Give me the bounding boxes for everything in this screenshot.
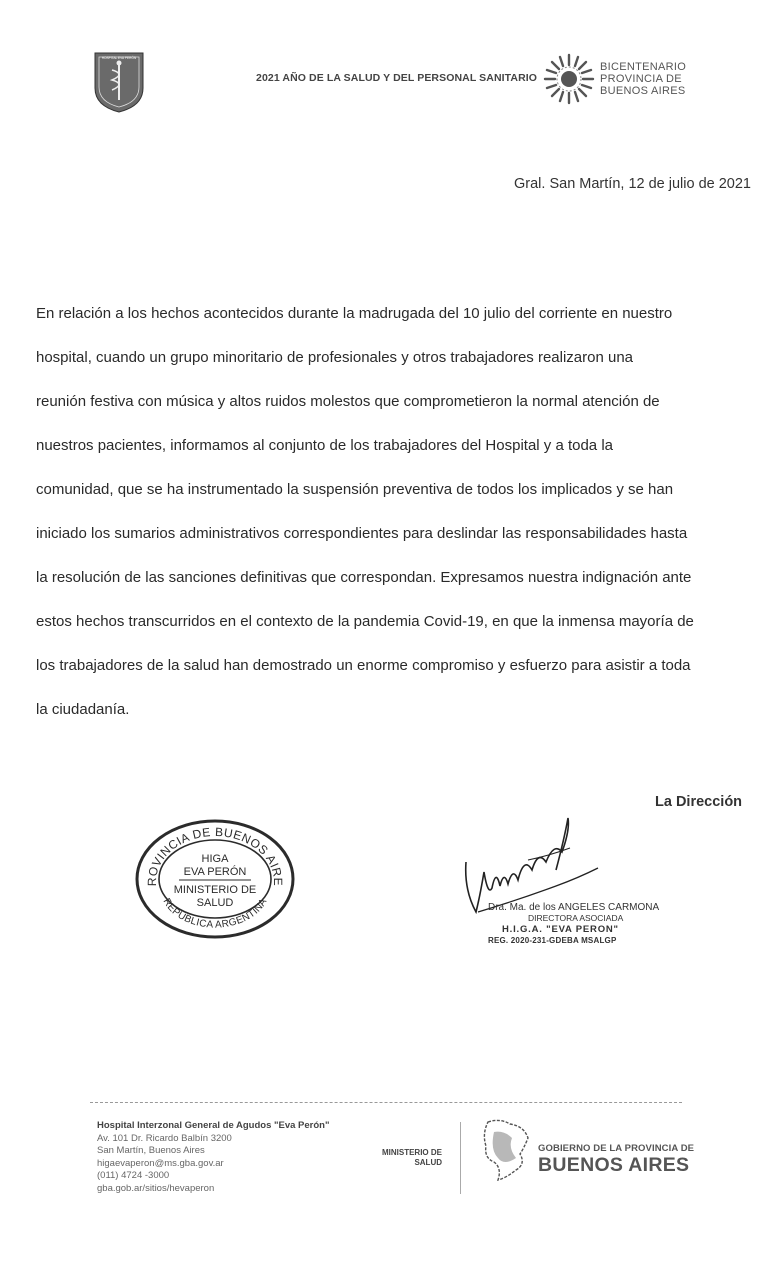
footer-ministerio-line: SALUD bbox=[414, 1158, 442, 1167]
letter-date: Gral. San Martín, 12 de julio de 2021 bbox=[514, 176, 751, 192]
signature-name: Dra. Ma. de los ANGELES CARMONA bbox=[488, 902, 660, 913]
footer-hospital-info bbox=[97, 1120, 329, 1195]
header-motto: 2021 AÑO DE LA SALUD Y DEL PERSONAL SANITARIO bbox=[256, 72, 538, 84]
body-line: nuestros pacientes, informamos al conjunto de los trabajadores del Hospital y a toda la bbox=[36, 437, 613, 454]
seal-center-line: EVA PERÓN bbox=[183, 866, 247, 878]
signature-hospital: H.I.G.A. "EVA PERON" bbox=[502, 924, 619, 935]
footer-ministerio bbox=[370, 1148, 442, 1168]
seal-ring-bottom: REPUBLICA ARGENTINA bbox=[160, 896, 270, 931]
bicentenario-line: BUENOS AIRES bbox=[600, 85, 686, 97]
seal-center-line: MINISTERIO DE bbox=[173, 884, 257, 896]
footer-divider bbox=[460, 1122, 461, 1194]
letter-body bbox=[36, 300, 758, 740]
footer-address-line: San Martín, Buenos Aires bbox=[97, 1145, 205, 1156]
signature-stamp bbox=[488, 902, 659, 946]
footer-website: gba.gob.ar/sitios/hevaperon bbox=[97, 1182, 215, 1194]
footer-hospital-name: Hospital Interzonal General de Agudos "Eva Perón" bbox=[97, 1120, 330, 1131]
bicentenario-text bbox=[600, 61, 686, 97]
seal-center-line: HIGA bbox=[201, 853, 229, 865]
buenos-aires-wordmark: BUENOS AIRES bbox=[538, 1154, 690, 1176]
body-line: los trabajadores de la salud han demostrado un enorme compromiso y esfuerzo para asistir a toda bbox=[36, 657, 691, 674]
bicentenario-line: PROVINCIA DE bbox=[600, 73, 682, 85]
province-map-icon bbox=[480, 1118, 532, 1184]
body-line: comunidad, que se ha instrumentado la suspensión preventiva de todos los implicados y se han bbox=[36, 481, 674, 498]
hospital-logo-text: HOSPITAL EVA PERÓN bbox=[101, 56, 137, 60]
seal-ring-top: ROVINCIA DE BUENOS AIRE bbox=[144, 824, 286, 887]
footer-ministerio-line: MINISTERIO DE bbox=[381, 1148, 442, 1157]
body-line: En relación a los hechos acontecidos durante la madrugada del 10 julio del corriente en nuestro bbox=[36, 305, 673, 322]
official-seal-stamp bbox=[134, 818, 296, 940]
hospital-crest-logo bbox=[92, 50, 146, 114]
footer-phone: (011) 4724 -3000 bbox=[97, 1170, 170, 1181]
footer-rule bbox=[90, 1102, 682, 1103]
footer-email: higaevaperon@ms.gba.gov.ar bbox=[97, 1157, 224, 1169]
bicentenario-sun-logo bbox=[542, 52, 596, 106]
seal-center-line: SALUD bbox=[196, 897, 234, 909]
gobierno-provincia-label: GOBIERNO DE LA PROVINCIA DE bbox=[538, 1143, 695, 1154]
signature-role: DIRECTORA ASOCIADA bbox=[528, 913, 624, 923]
bicentenario-line: BICENTENARIO bbox=[600, 61, 687, 73]
body-line: iniciado los sumarios administrativos correspondientes para deslindar las responsabilidades hasta bbox=[36, 525, 688, 542]
footer-address-line: Av. 101 Dr. Ricardo Balbín 3200 bbox=[97, 1132, 232, 1144]
body-line: estos hechos transcurridos en el contexto de la pandemia Covid-19, en que la inmensa mayoría de bbox=[36, 613, 694, 630]
body-line: la resolución de las sanciones definitivas que correspondan. Expresamos nuestra indignación ante bbox=[36, 569, 692, 586]
body-line: la ciudadanía. bbox=[36, 701, 130, 718]
signoff: La Dirección bbox=[655, 794, 743, 810]
signature-registration: REG. 2020-231-GDEBA MSALGP bbox=[488, 936, 617, 945]
body-line: reunión festiva con música y altos ruidos molestos que comprometieron la normal atención de bbox=[36, 393, 660, 410]
body-line: hospital, cuando un grupo minoritario de profesionales y otros trabajadores realizaron una bbox=[36, 349, 634, 366]
